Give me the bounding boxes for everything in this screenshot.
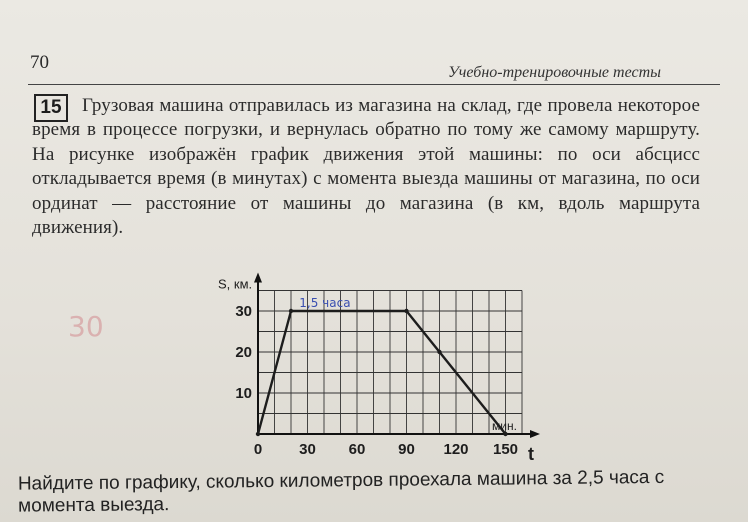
y-tick-label: 30 [235,303,252,320]
x-tick-label: 120 [443,441,469,458]
running-header: Учебно-тренировочные тесты [448,64,661,81]
y-axis-label: S, км. [218,276,253,292]
series-point [289,309,293,313]
handwritten-graph-note: 1,5 часа [299,295,351,310]
x-axis-arrow [530,430,540,438]
x-axis-unit-label: мин. [492,419,517,433]
series-point [256,432,260,436]
y-tick-label: 20 [235,344,252,361]
question-text: Найдите по графику, сколько километров проехала машина за 2,5 часа с момента выезда. [17,466,665,517]
x-tick-label: 30 [299,441,316,458]
header-rule [28,84,720,85]
margin-pencil-note: 30 [68,310,104,343]
x-tick-label: 60 [348,441,366,458]
y-tick-label: 10 [235,385,252,402]
series-point [437,350,441,354]
distance-time-graph [210,262,534,472]
x-tick-label: 0 [253,441,263,458]
x-tick-label: 150 [492,441,519,458]
y-axis-arrow [254,273,262,283]
x-axis-label: t [528,444,534,464]
problem-number-box: 15 [34,94,68,122]
series-point [404,309,408,313]
x-tick-label: 90 [398,441,415,458]
page-number: 70 [30,52,49,73]
problem-text: Грузовая машина отправилась из магазина на склад, где провела некоторое время в процессе погрузки, и вернулась обратно по тому же самому маршруту. На рисунке изображён график движения этой машины: по оси абсцисс откладывается время (в минутах) с момента выезда машины от магазина, по оси ординат — расстояние от машины до магазина (в км, вдоль маршрута движения). [32,95,700,239]
